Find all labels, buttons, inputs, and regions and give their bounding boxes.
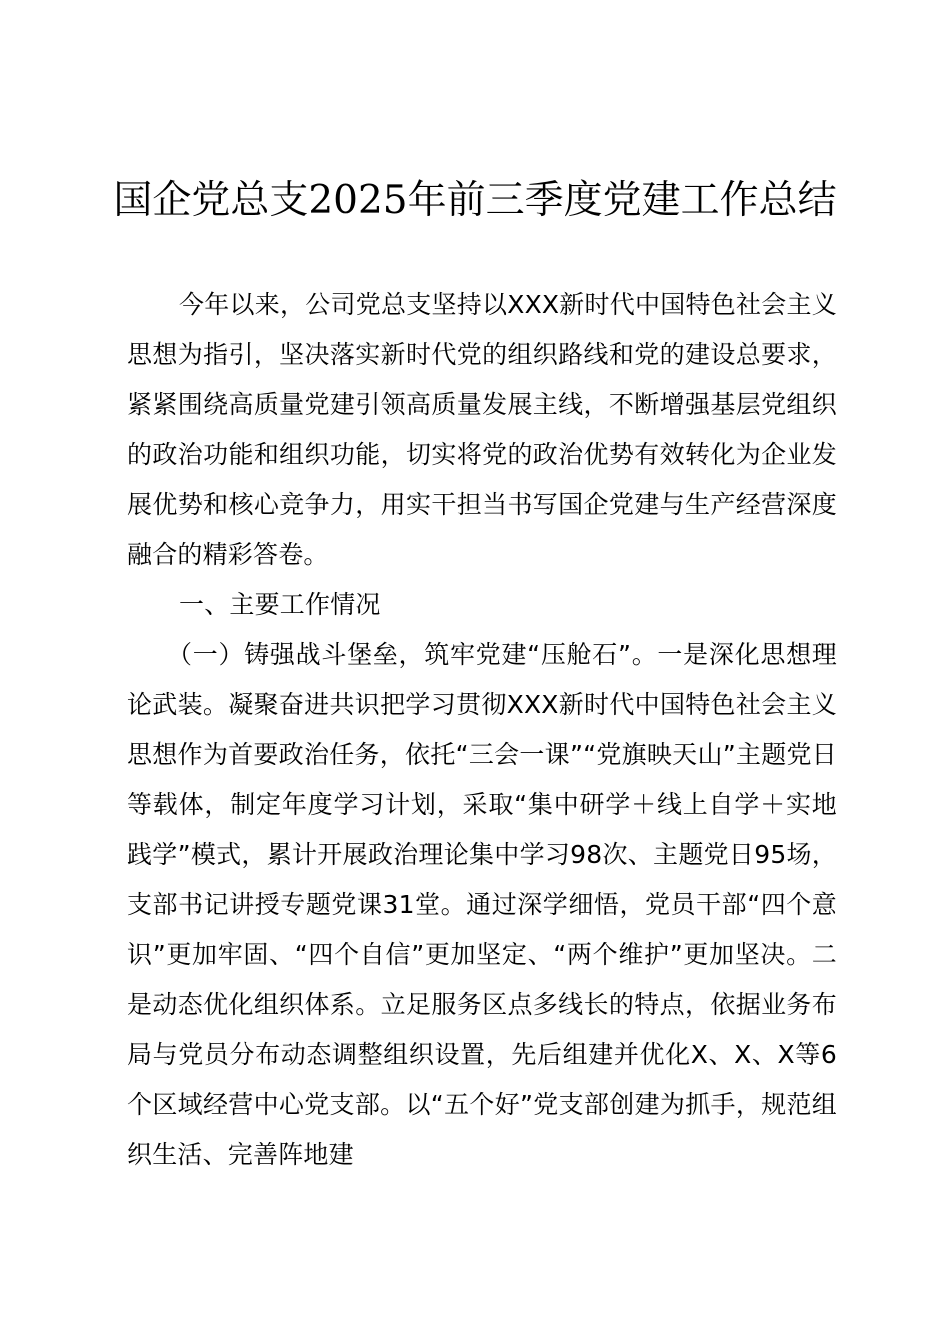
section-heading: 一、主要工作情况 bbox=[179, 590, 381, 619]
document-title: 国企党总支2025年前三季度党建工作总结 bbox=[113, 178, 837, 223]
intro-paragraph: 今年以来，公司党总支坚持以XXX新时代中国特色社会主义思想为指引，坚决落实新时代党的组织路线和党的建设总要求，紧紧围绕高质量党建引领高质量发展主线，不断增强基层党组织的政治功能和组织功能，切实将党的政治优势有效转化为企业发展优势和核心竞争力，用实干担当书写国企党建与生产经营深度融合的精彩答卷。 bbox=[127, 290, 837, 569]
body-paragraph: （一）铸强战斗堡垒，筑牢党建“压舱石”。一是深化思想理论武装。凝聚奋进共识把学习贯彻XXX新时代中国特色社会主义思想作为首要政治任务，依托“三会一课”“党旗映天山”主题党日等载体，制定年度学习计划，采取“集中研学＋线上自学＋实地践学”模式，累计开展政治理论集中学习98次、主题党日95场，支部书记讲授专题党课31堂。通过深学细悟，党员干部“四个意识”更加牢固、“四个自信”更加坚定、“两个维护”更加坚决。二是动态优化组织体系。立足服务区点多线长的特点，依据业务布局与党员分布动态调整组织设置，先后组建并优化X、X、X等6个区域经营中心党支部。以“五个好”党支部创建为抓手，规范组织生活、完善阵地建 bbox=[127, 640, 837, 1169]
